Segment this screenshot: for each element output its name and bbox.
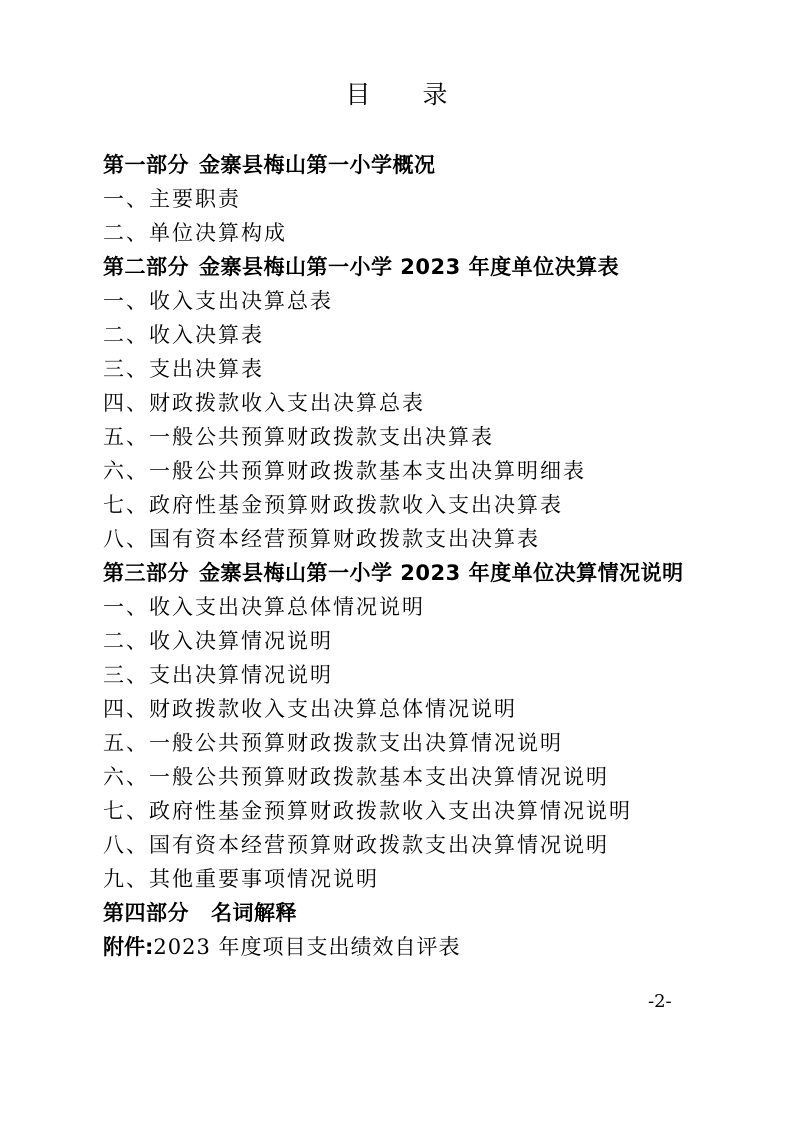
toc-item-1-2[interactable]: 二、单位决算构成: [103, 221, 287, 245]
toc-item-3-3[interactable]: 三、支出决算情况说明: [103, 663, 333, 687]
part-4-heading[interactable]: [103, 896, 713, 930]
table-of-contents: [103, 148, 713, 964]
attachment-label: 附件:: [103, 935, 154, 959]
toc-item-3-6[interactable]: 六、一般公共预算财政拨款基本支出决算情况说明: [103, 765, 609, 789]
toc-item-3-4[interactable]: 四、财政拨款收入支出决算总体情况说明: [103, 697, 517, 721]
part-4-name: 名词解释: [211, 901, 297, 925]
part-4-label: 第四部分: [103, 901, 189, 925]
toc-item-2-6[interactable]: 六、一般公共预算财政拨款基本支出决算明细表: [103, 459, 586, 483]
page-number: -2-: [648, 991, 672, 1012]
toc-item-3-2[interactable]: 二、收入决算情况说明: [103, 629, 333, 653]
toc-item-3-1[interactable]: 一、收入支出决算总体情况说明: [103, 595, 425, 619]
part-1-heading[interactable]: [103, 148, 713, 182]
part-3-heading[interactable]: [103, 556, 713, 590]
toc-item-2-2[interactable]: 二、收入决算表: [103, 323, 264, 347]
toc-item-2-5[interactable]: 五、一般公共预算财政拨款支出决算表: [103, 425, 494, 449]
part-2-label: 第二部分: [103, 255, 189, 279]
toc-item-3-7[interactable]: 七、政府性基金预算财政拨款收入支出决算情况说明: [103, 799, 632, 823]
attachment-line[interactable]: [103, 930, 713, 964]
part-3-name: 金寨县梅山第一小学 2023 年度单位决算情况说明: [199, 561, 684, 585]
toc-item-3-8[interactable]: 八、国有资本经营预算财政拨款支出决算情况说明: [103, 833, 609, 857]
toc-item-2-3[interactable]: 三、支出决算表: [103, 357, 264, 381]
toc-item-2-8[interactable]: 八、国有资本经营预算财政拨款支出决算表: [103, 527, 540, 551]
toc-item-1-1[interactable]: 一、主要职责: [103, 187, 241, 211]
toc-item-2-7[interactable]: 七、政府性基金预算财政拨款收入支出决算表: [103, 493, 563, 517]
toc-item-2-4[interactable]: 四、财政拨款收入支出决算总表: [103, 391, 425, 415]
part-1-label: 第一部分: [103, 153, 189, 177]
toc-item-3-9[interactable]: 九、其他重要事项情况说明: [103, 867, 379, 891]
toc-item-2-1[interactable]: 一、收入支出决算总表: [103, 289, 333, 313]
part-2-name: 金寨县梅山第一小学 2023 年度单位决算表: [199, 255, 620, 279]
page-title: 目 录: [345, 80, 470, 109]
part-3-label: 第三部分: [103, 561, 189, 585]
toc-item-3-5[interactable]: 五、一般公共预算财政拨款支出决算情况说明: [103, 731, 563, 755]
part-1-name: 金寨县梅山第一小学概况: [199, 153, 436, 177]
part-2-heading[interactable]: [103, 250, 713, 284]
attachment-text: 2023 年度项目支出绩效自评表: [153, 935, 461, 959]
